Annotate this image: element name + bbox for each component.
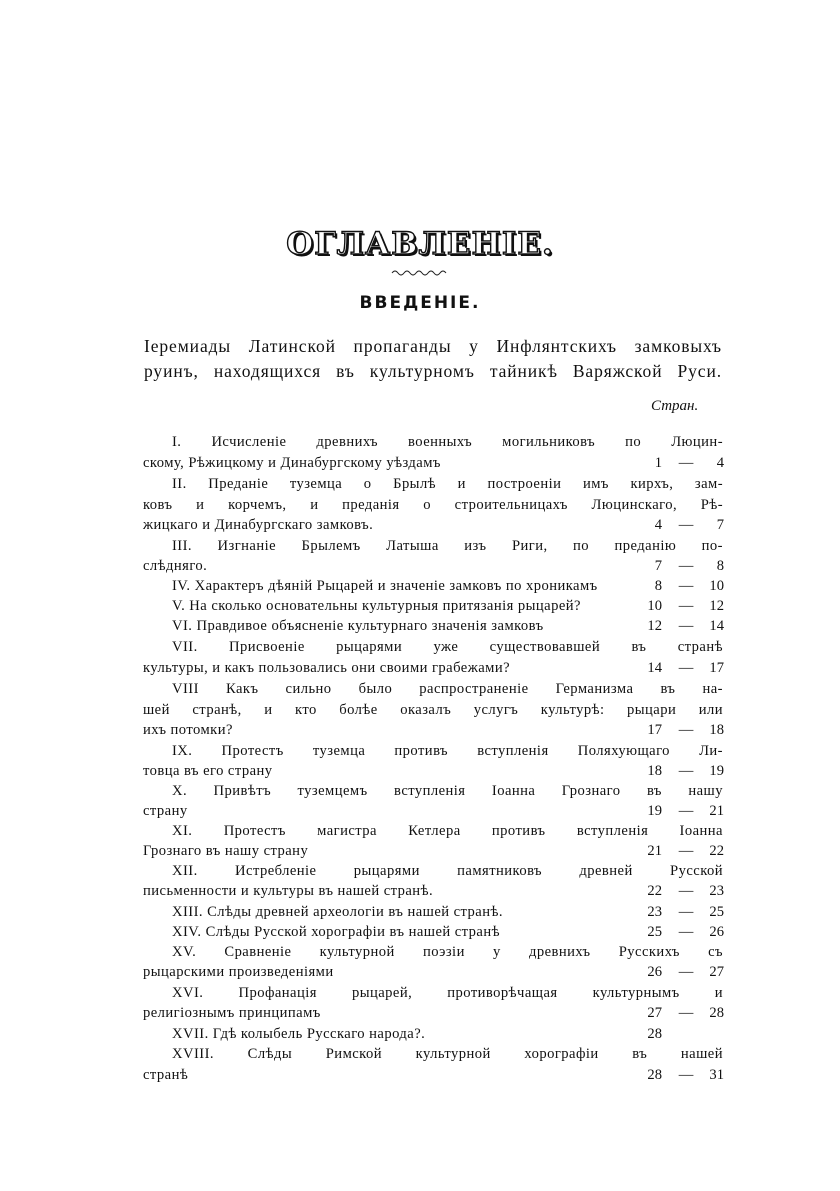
page-title: ОГЛАВЛЕНІЕ.: [286, 226, 554, 262]
toc-page-start: 18: [647, 763, 662, 779]
toc-page-dash: —: [678, 578, 694, 594]
toc-page-start: 19: [647, 803, 662, 819]
toc-page-dash: —: [678, 660, 694, 676]
toc-entry-line: ихъ потомки?: [143, 722, 233, 738]
toc-entry-line: рыцарскими произведеніями: [143, 964, 334, 980]
toc-page-end: 31: [709, 1067, 724, 1083]
toc-page-end: 7: [716, 517, 724, 533]
toc-page-dash: —: [678, 558, 694, 574]
toc-entry-line: XI. Протестъ магистра Кетлера противъ вступленія Іоанна: [172, 823, 723, 839]
toc-entry-line: религіознымъ принципамъ: [143, 1005, 321, 1021]
toc-entry-line: IX. Протестъ туземца противъ вступленія Поляхующаго Ли-: [172, 743, 723, 759]
toc-entry-line: письменности и культуры въ нашей странѣ.: [143, 883, 434, 899]
intro-line-2: руинъ, находящихся въ культурномъ тайникѣ Варяжской Руси.: [144, 361, 722, 381]
toc-entry-line: VI. Правдивое объясненіе культурнаго значенія замковъ: [172, 618, 544, 634]
toc-entry-line: V. На сколько основательны культурныя притязанія рыцарей?: [172, 598, 581, 614]
toc-page-start: 23: [647, 904, 662, 920]
toc-page-start: 4: [654, 517, 662, 533]
toc-page-end: 23: [709, 883, 724, 899]
toc-page-start: 14: [647, 660, 662, 676]
toc-page-start: 12: [647, 618, 662, 634]
toc-page-end: 25: [709, 904, 724, 920]
toc-page-start: 25: [647, 924, 662, 940]
toc-page-start: 28: [647, 1067, 662, 1083]
toc-entry-line: товца въ его страну: [143, 763, 273, 779]
toc-page-dash: —: [678, 618, 694, 634]
toc-entry-line: XVI. Профанація рыцарей, противорѣчащая культурнымъ и: [172, 985, 723, 1001]
toc-page-start: 7: [654, 558, 662, 574]
toc-page-start: 8: [654, 578, 662, 594]
toc-entry-line: VII. Присвоеніе рыцарями уже существовавшей въ странѣ: [172, 639, 723, 655]
toc-page-end: 8: [716, 558, 724, 574]
toc-page-end: 10: [709, 578, 724, 594]
toc-page-start: 22: [647, 883, 662, 899]
toc-entry-line: странѣ: [143, 1067, 189, 1083]
toc-page-dash: —: [678, 517, 694, 533]
toc-entry-line: XV. Сравненіе культурной поэзіи у древнихъ Русскихъ съ: [172, 944, 723, 960]
toc-page-start: 26: [647, 964, 662, 980]
toc-page-end: 22: [709, 843, 724, 859]
toc-entry-line: жицкаго и Динабургскаго замковъ.: [143, 517, 374, 533]
toc-page-dash: —: [678, 803, 694, 819]
toc-page-end: 19: [709, 763, 724, 779]
toc-page-dash: —: [678, 598, 694, 614]
toc-entry-line: II. Преданіе туземца о Брылѣ и построеніи имъ кирхъ, зам-: [172, 476, 723, 492]
toc-entry-line: X. Привѣтъ туземцемъ вступленія Іоанна Грознаго въ нашу: [172, 783, 723, 799]
toc-entry-line: страну: [143, 803, 188, 819]
toc-page-end: 4: [716, 455, 724, 471]
toc-page-start: 21: [647, 843, 662, 859]
toc-page-start: 1: [654, 455, 662, 471]
toc-page-dash: —: [678, 763, 694, 779]
toc-entry-line: ковъ и корчемъ, и преданія о строительницахъ Люцинскаго, Рѣ-: [143, 497, 723, 513]
toc-page-dash: —: [678, 924, 694, 940]
toc-page-end: 28: [709, 1005, 724, 1021]
toc-entry-line: I. Исчисленіе древнихъ военныхъ могильниковъ по Люцин-: [172, 434, 723, 450]
toc-entry-line: IV. Характеръ дѣяній Рыцарей и значеніе замковъ по хроникамъ: [172, 578, 598, 594]
toc-entry-line: VIII Какъ сильно было распространеніе Германизма въ на-: [172, 681, 723, 697]
toc-page-dash: —: [678, 455, 694, 471]
intro-line-1: Іеремиады Латинской пропаганды у Инфлянтскихъ замковыхъ: [144, 336, 722, 356]
section-heading: ВВЕДЕНІЕ.: [359, 293, 481, 313]
toc-page-start: 17: [647, 722, 662, 738]
toc-entry-line: Грознаго въ нашу страну: [143, 843, 309, 859]
toc-page-end: 26: [709, 924, 724, 940]
toc-entry-line: XII. Истребленіе рыцарями памятниковъ древней Русской: [172, 863, 723, 879]
toc-entry-line: XVII. Гдѣ колыбель Русскаго народа?.: [172, 1026, 426, 1042]
toc-page-end: 27: [709, 964, 724, 980]
toc-page-dash: —: [678, 1067, 694, 1083]
toc-page-end: 18: [709, 722, 724, 738]
toc-page-dash: —: [678, 964, 694, 980]
toc-entry-line: скому, Рѣжицкому и Динабургскому уѣздамъ: [143, 455, 441, 471]
toc-page-dash: —: [678, 843, 694, 859]
toc-entry-line: XVIII. Слѣды Римской культурной хорографіи въ нашей: [172, 1046, 723, 1062]
toc-page-end: 17: [709, 660, 724, 676]
toc-page-end: 12: [709, 598, 724, 614]
toc-page-dash: —: [678, 1005, 694, 1021]
toc-page-start: 28: [647, 1026, 662, 1042]
toc-page-dash: —: [678, 883, 694, 899]
toc-page-start: 27: [647, 1005, 662, 1021]
toc-page-dash: —: [678, 904, 694, 920]
pages-column-header: Стран.: [651, 398, 699, 414]
toc-page-dash: —: [678, 722, 694, 738]
toc-page-end: 14: [709, 618, 724, 634]
toc-page-start: 10: [647, 598, 662, 614]
toc-entry-line: XIII. Слѣды древней археологіи въ нашей странѣ.: [172, 904, 503, 920]
toc-entry-line: шей странѣ, и кто болѣе оказалъ услугъ культурѣ: рыцари или: [143, 702, 723, 718]
toc-entry-line: III. Изгнаніе Брылемъ Латыша изъ Риги, по преданію по-: [172, 538, 723, 554]
toc-entry-line: XIV. Слѣды Русской хорографіи въ нашей странѣ: [172, 924, 500, 940]
toc-entry-line: культуры, и какъ пользовались они своими грабежами?: [143, 660, 511, 676]
toc-entry-line: слѣдняго.: [143, 558, 208, 574]
toc-page-end: 21: [709, 803, 724, 819]
